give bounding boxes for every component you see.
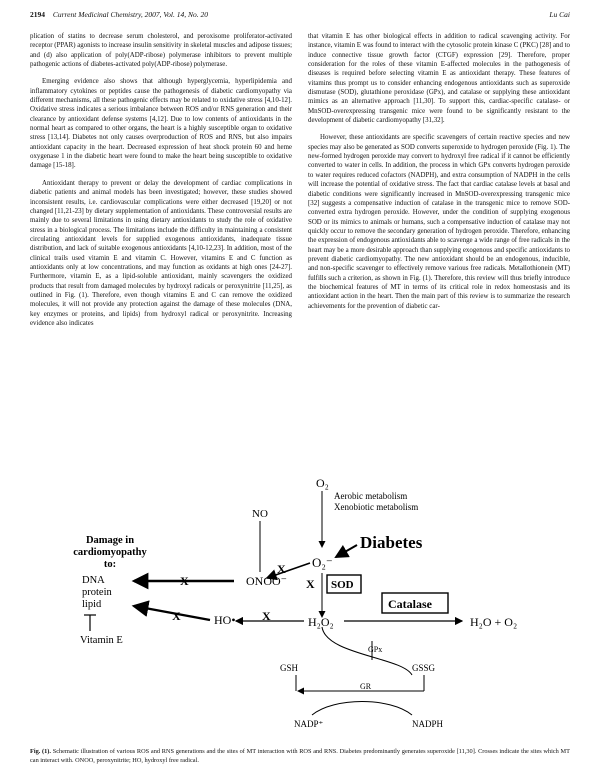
paragraph: Emerging evidence also shows that although hyperglycemia, hyperlipidemia and inflammatory cytokines or peptides cause the pathogenesis of diabetic cardiomyopathy via different mechanisms, all these pathogenic effects may be related to oxidative stress [4,10-12]. Oxidative stress indicates a serious imbalance between ROS and/or RNS generation and their clearance by antioxidant defense systems [4,12]. Due to low contents of antioxidants in the normal heart as compared to other organs, the heart is a highly susceptible organ to oxidative stress [13,14]. Diabetes not only causes overproduction of ROS and RNS, but also impairs antioxidant capacity in the heart. Decreased expression of heat shock protein 60 and heme oxygenase 1 in the diabetic heart were found to make the heart being susceptible to oxidative damage [15-18]. <box>30 78 292 170</box>
ros-rns-diagram <box>72 475 542 751</box>
gpx-curve <box>322 627 412 675</box>
paragraph: plication of statins to decrease serum cholesterol, and peroxisome proliferator-activated receptor (PPAR) agonists to increase insulin sensitivity in skeletal muscles and adipose tissues; and (d) also application of poly(ADP-ribose) polymerase inhibitors to prevent multiple pathogenic actions of diabetes-activated poly(ADP-ribose) polymerase. <box>30 33 292 69</box>
superoxide-label: O₂⁻ <box>312 555 333 570</box>
damage-title-line: Damage in <box>85 535 135 546</box>
left-column <box>30 32 292 336</box>
cross-mark-ho: X <box>172 609 181 623</box>
damage-title-line: cardiomyopathy <box>73 547 147 558</box>
sod-label: SOD <box>331 579 354 591</box>
running-author: Lu Cai <box>549 10 570 19</box>
cross-mark-onoo: X <box>180 574 189 588</box>
gsh-label: GSH <box>280 663 299 673</box>
figure-caption <box>30 748 570 765</box>
gssg-label: GSSG <box>412 663 436 673</box>
running-header <box>30 10 570 24</box>
h2o2-label: H₂O₂ <box>308 615 334 629</box>
nadph-label: NADPH <box>412 719 444 729</box>
paragraph: that vitamin E has other biological effects in addition to radical scavenging activity. For instance, vitamin E was found to interact with the cytosolic protein kinase C (PKC) [28] and to induce connective tissue growth factor (CTGF) expression [29]. Therefore, proper consideration for the roles of these vitamin E-affected molecules in the pathogenesis of diseases is required before selecting vitamin E as antioxidant therapy. These features of vitamins thus prompt us to consider enhancing endogenous antioxidants such as superoxide dismutase (SOD), glutathione peroxidase (GPx), and catalase or supplying these antioxidant mimics as an alternative approach [11,30]. To support this, cardiac-specific catalase- or MnSOD-overexpressing transgenic mice were found to be significantly resistant to the development of diabetic cardiomyopathy [31,32]. <box>308 33 570 125</box>
cross-mark-h2o2: X <box>262 609 271 623</box>
page-number: 2194 <box>30 10 45 19</box>
damage-item-lipid: lipid <box>82 599 102 610</box>
nadph-curve <box>312 702 412 716</box>
journal-citation: Current Medicinal Chemistry, 2007, Vol. 14, No. 20 <box>52 10 209 19</box>
ho-label: HO• <box>214 613 236 627</box>
caption-label: Fig. (1). <box>30 748 51 755</box>
water-oxygen-label: H₂O + O₂ <box>470 615 518 629</box>
nadp-label: NADP⁺ <box>294 719 324 729</box>
diabetes-arrow <box>336 545 357 557</box>
paragraph: Antioxidant therapy to prevent or delay the development of cardiac complications in diabetic patients and animal models has been investigated; however, these studies showed inconsistent results, i.e. cardiovascular complications were either decreased [19,20] or not changed [11,21-23] by dietary supplementation of antioxidants. These controversial results are mainly due to several limitations in using dietary antioxidants to study the role of oxidative stress in a biological process. The limitations include the difficulty in maintaining a consistent circulating antioxidant levels for supplied exogenous antioxidants, inadequate tissue distribution, and lack of suitable exogenous antioxidants [4,10-12,23]. In addition, most of the clinical trails used vitamin E and vitamin C. However, vitamins E and C function as antioxidants only at low concentrations, and may function as oxidants at high ones [24-27]. Furthermore, vitamin E, as a lipid-soluble antioxidant, mainly scavengers the oxidized products that result from damaged molecules by hydroxyl radicals or peroxynitrite [11,25], as outlined in Fig. (1). Therefore, even though vitamins E and C can remove the oxidized molecules, it will not provide any protection against the damage of these molecules (DNA, key enzymes or proteins, and lipids) from hydroxyl radical or peroxynitrite. Increasing evidence also indicates <box>30 179 292 327</box>
right-column <box>308 32 570 319</box>
o2-label: O₂ <box>316 476 329 490</box>
vitamin-e-label: Vitamin E <box>80 635 123 646</box>
paragraph: However, these antioxidants are specific scavengers of certain reactive species and new species may also be generated as SOD converts superoxide to hydrogen peroxide (Fig. 1). The new-formed hydrogen peroxide may convert to hydroxyl free radical if it cannot be efficiently converted to water in cells. In addition, the process in which GPx converts hydrogen peroxide to water requires reduced cofactors (NADPH), and extra consumption of NADPH in the cells will increase the potential of oxidative stress. The fact that cardiac catalase levels at basal and diabetic conditions were significantly increased in MnSOD-overexpressing transgenic mice [32] suggests a compensative induction of catalase in the transgenic mice to remove SOD-converted extra hydrogen peroxide. However, under the condition of supplying exogenous SOD or its mimics to animals or humans, such a compensative induction of catalase may not quickly occur to remove the secondary generation of hydrogen peroxide. Therefore, enhancing the expression of endogenous antioxidants able to scavenge a wide range of free radicals in the heart may be a more desirable approach than supplying exogenous and specific antioxidants to prevent diabetic cardiomyopathy. The new antioxidant should be an endogenous, inducible, and non-specific scavenger to effectively remove various free radicals. Metallothionein (MT) fulfills such a criterion, as shown in Fig. (1). Therefore, this review will thus briefly introduce the biochemical features of MT in terms of its critical role in redox homeostasis and its antioxidant action in the heart. Then the main part of this review is to summarize the research achievements for the prevention of diabetic car- <box>308 134 570 310</box>
gpx-label: GPx <box>368 645 383 654</box>
caption-text: Schematic illustration of various ROS and RNS generations and the sites of MT interaction with ROS and RNS. Diabetes predominantly generates superoxide [11,30]. Crosses indicate the sites which MT can interact with. ONOO, peroxynitrite; HO, hydroxyl free radical. <box>30 748 570 764</box>
figure-1 <box>72 475 542 751</box>
gr-label: GR <box>360 682 372 691</box>
xenobiotic-label: Xenobiotic metabolism <box>334 502 419 512</box>
aerobic-label: Aerobic metabolism <box>334 491 408 501</box>
catalase-label: Catalase <box>388 597 432 611</box>
cross-mark-sod: X <box>306 577 315 591</box>
no-label: NO <box>252 508 268 520</box>
onoo-label: ONOO⁻ <box>246 574 287 588</box>
damage-title-line: to: <box>103 559 117 570</box>
damage-item-protein: protein <box>82 587 112 598</box>
damage-item-dna: DNA <box>82 575 105 586</box>
cross-mark-superoxide: X <box>277 562 286 576</box>
diabetes-label: Diabetes <box>360 533 423 552</box>
